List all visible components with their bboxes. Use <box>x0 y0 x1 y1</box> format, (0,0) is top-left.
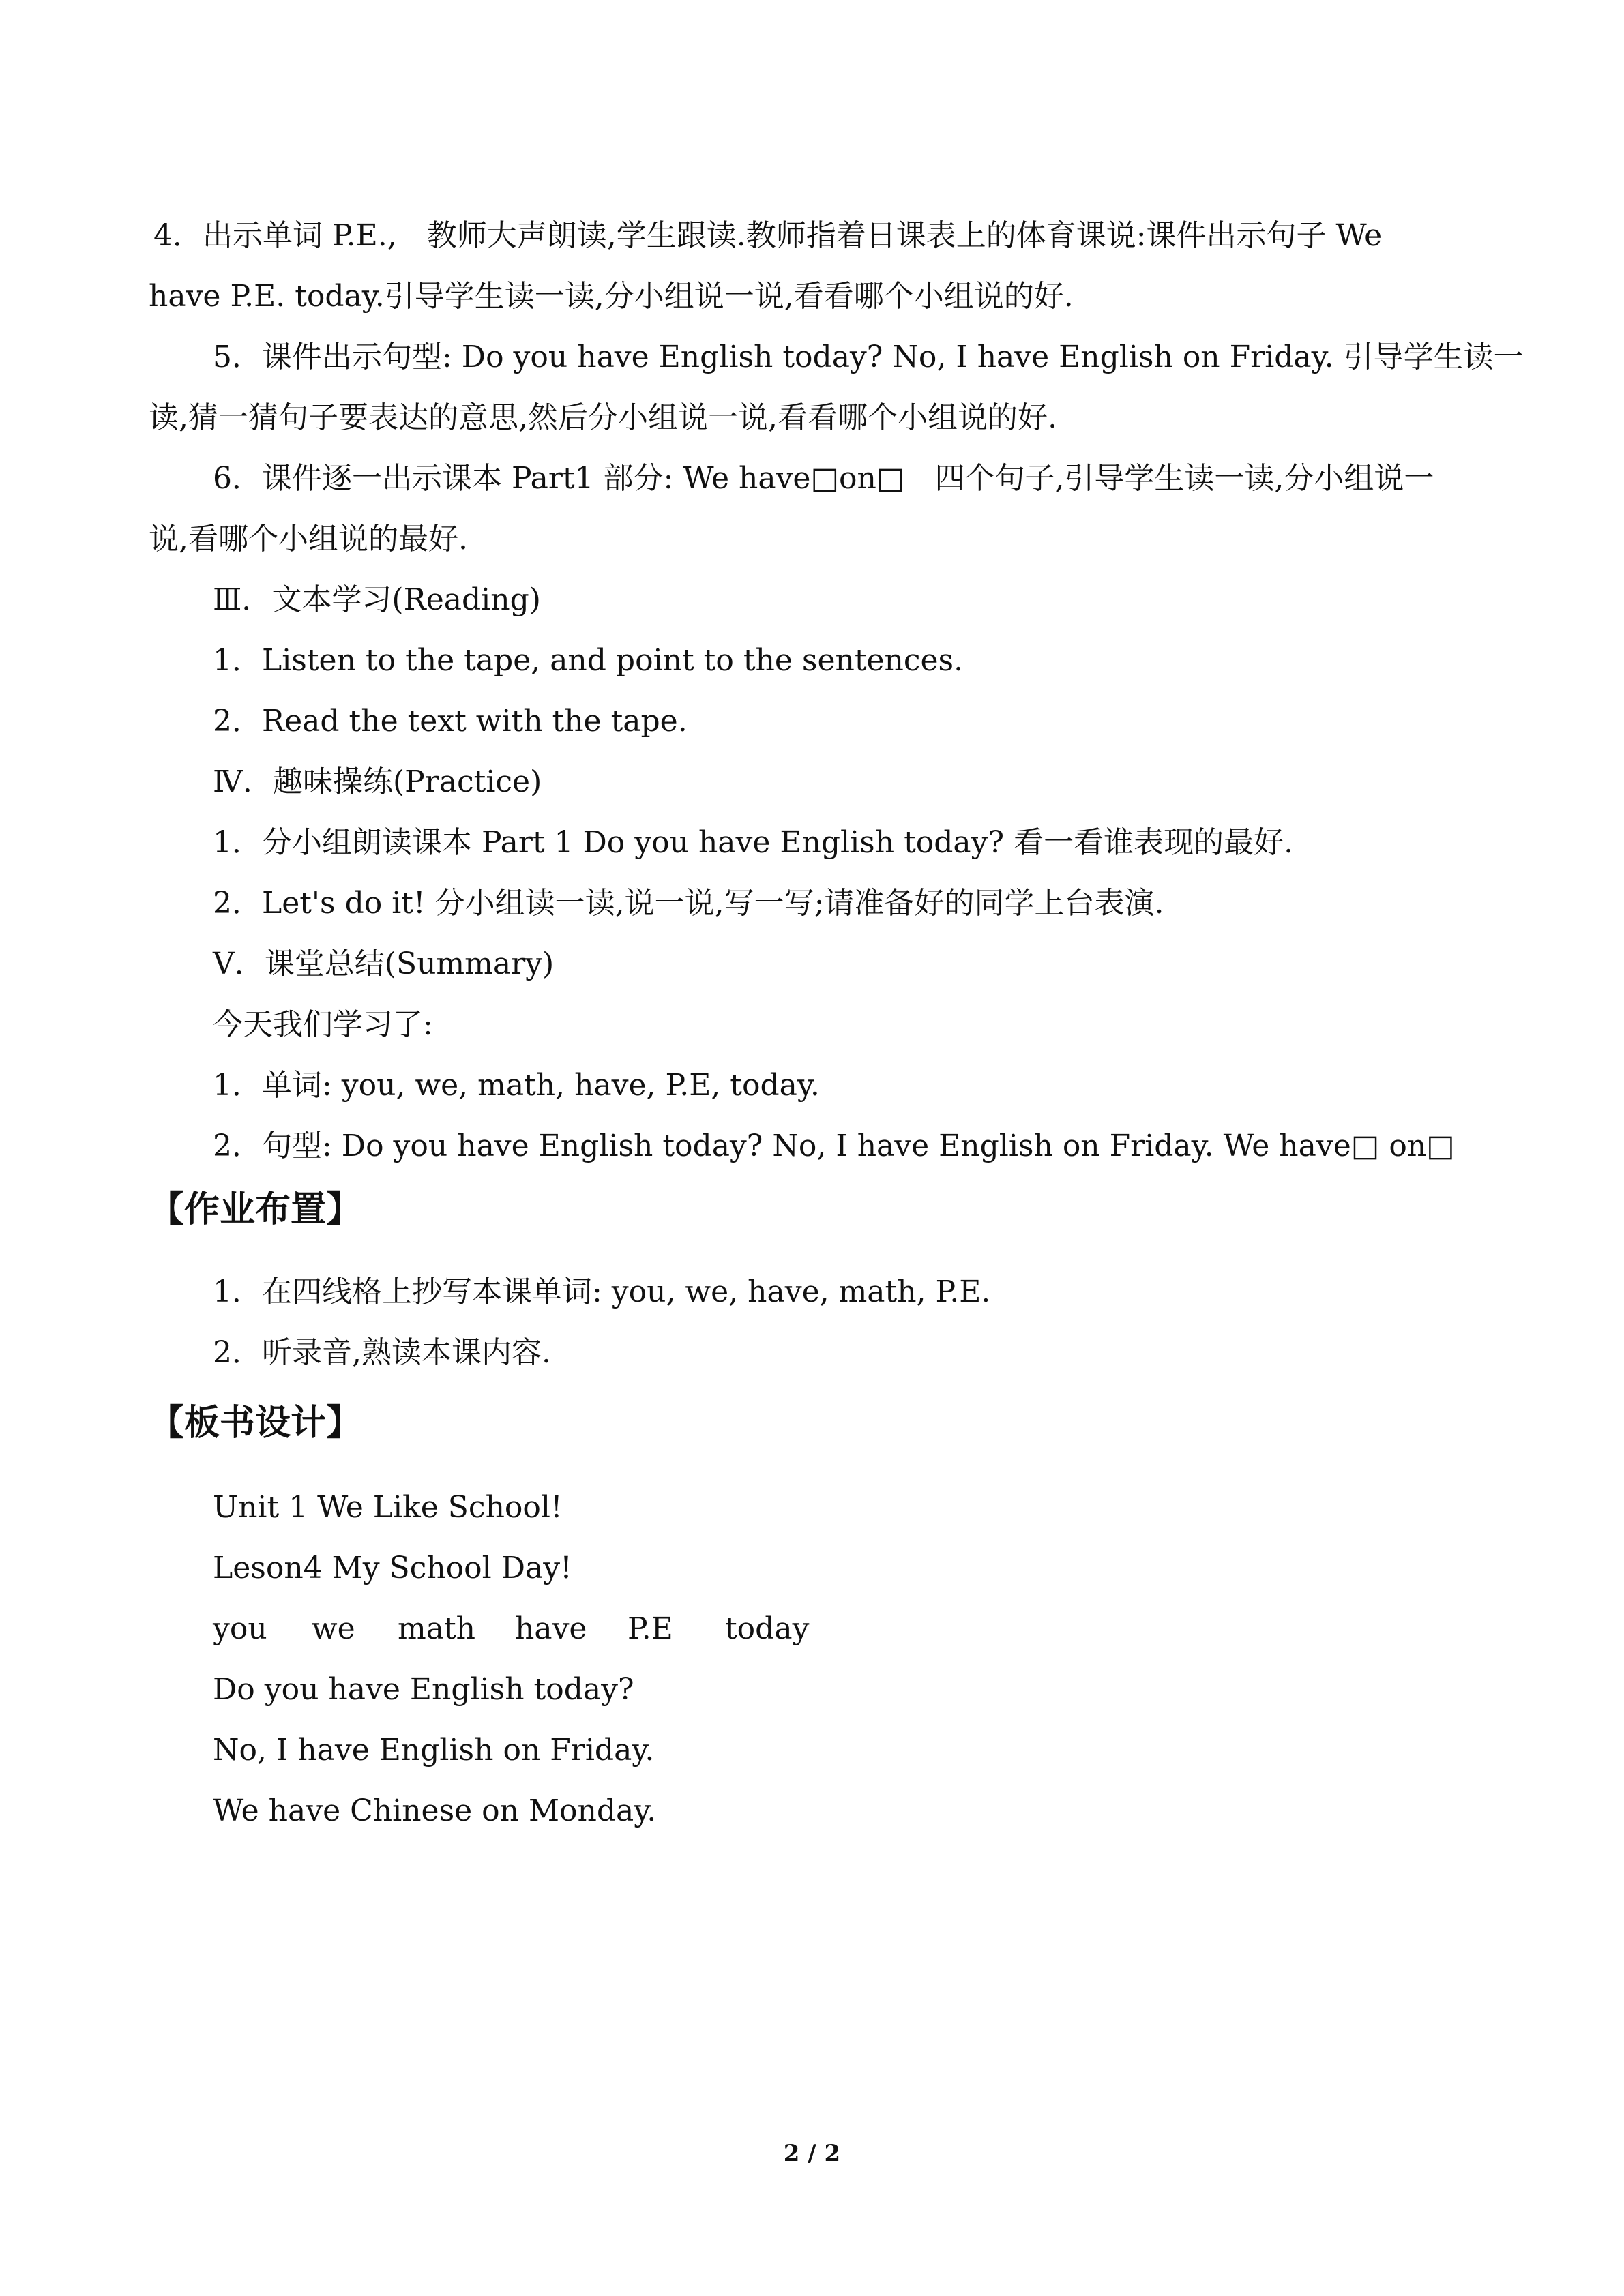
page-number: 2 / 2 <box>783 2140 841 2167</box>
board-heading: 【板书设计】 <box>149 1403 362 1444</box>
board-sentence-2: No, I have English on Friday. <box>213 1733 655 1768</box>
summary-item-1: 1．单词: you, we, math, have, P.E, today. <box>213 1068 820 1103</box>
summary-intro: 今天我们学习了: <box>213 1007 433 1042</box>
paragraph-5-line-2: 读,猜一猜句子要表达的意思,然后分小组说一说,看看哪个小组说的好. <box>149 400 1057 435</box>
board-word: today <box>725 1611 810 1646</box>
board-word: we <box>312 1611 355 1646</box>
paragraph-4-line-1: 4．出示单词 P.E., 教师大声朗读,学生跟读.教师指着日课表上的体育课说:课件出示句子 We <box>153 218 1383 253</box>
paragraph-6-line-2: 说,看哪个小组说的最好. <box>149 522 468 556</box>
board-unit: Unit 1 We Like School! <box>213 1490 563 1525</box>
summary-item-2: 2．句型: Do you have English today? No, I have English on Friday. We have□ on□ <box>213 1129 1455 1163</box>
board-word: math <box>398 1611 475 1646</box>
paragraph-4-line-2: have P.E. today.引导学生读一读,分小组说一说,看看哪个小组说的好. <box>149 279 1074 314</box>
paragraph-5-line-1: 5．课件出示句型: Do you have English today? No, I have English on Friday. 引导学生读一 <box>213 340 1524 374</box>
reading-item-2: 2．Read the text with the tape. <box>213 704 688 739</box>
homework-item-1: 1．在四线格上抄写本课单词: you, we, have, math, P.E. <box>213 1274 991 1309</box>
board-sentence-3: We have Chinese on Monday. <box>213 1793 657 1828</box>
board-word: P.E <box>628 1611 673 1646</box>
practice-item-1: 1．分小组朗读课本 Part 1 Do you have English today? 看一看谁表现的最好. <box>213 825 1294 860</box>
board-lesson: Leson4 My School Day! <box>213 1551 572 1585</box>
homework-heading: 【作业布置】 <box>149 1189 362 1230</box>
board-word-list <box>213 1610 809 1648</box>
board-word: you <box>213 1611 267 1646</box>
paragraph-6-line-1: 6．课件逐一出示课本 Part1 部分: We have□on□ 四个句子,引导学生读一读,分小组说一 <box>213 461 1434 496</box>
section-reading-title: Ⅲ．文本学习(Reading) <box>213 582 541 617</box>
reading-item-1: 1．Listen to the tape, and point to the sentences. <box>213 643 964 678</box>
section-practice-title: Ⅳ．趣味操练(Practice) <box>213 764 542 799</box>
board-word: have <box>515 1611 587 1646</box>
section-summary-title: Ⅴ．课堂总结(Summary) <box>213 946 555 981</box>
board-sentence-1: Do you have English today? <box>213 1672 634 1707</box>
practice-item-2: 2．Let's do it! 分小组读一读,说一说,写一写;请准备好的同学上台表演. <box>213 886 1164 921</box>
homework-item-2: 2．听录音,熟读本课内容. <box>213 1335 551 1370</box>
